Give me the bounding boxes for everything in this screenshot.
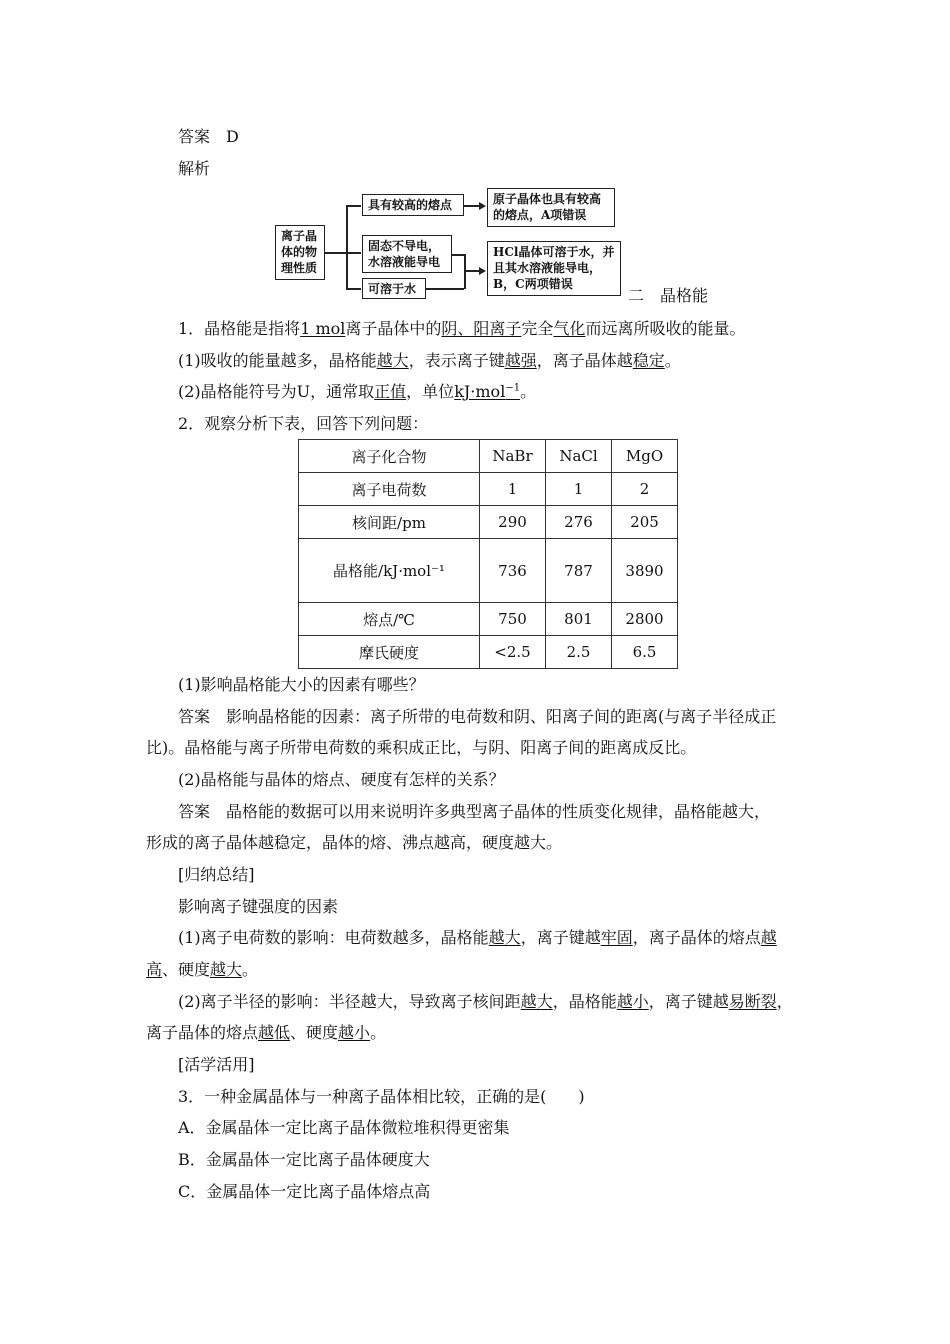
point-2: 2．观察分析下表，回答下列问题： (178, 414, 429, 433)
table-cell: 离子电荷数 (299, 473, 480, 506)
table-cell: 3890 (612, 539, 678, 603)
table-cell: 750 (480, 603, 546, 636)
analysis-label: 解析 (178, 159, 211, 178)
table-row (299, 539, 678, 603)
connector (346, 205, 361, 207)
table-header-row (299, 440, 678, 473)
summary-point-2-cont: 离子晶体的熔点越低、硬度越小。 (146, 1023, 387, 1042)
point-1-2: (2)晶格能符号为U，通常取正值，单位kJ·mol$^{-1}$。 (178, 382, 537, 401)
table-cell: 熔点/℃ (299, 603, 480, 636)
option-c[interactable]: C．金属晶体一定比离子晶体熔点高 (178, 1182, 431, 1201)
table-row (299, 506, 678, 539)
table-cell: 1 (480, 473, 546, 506)
table-cell: 205 (612, 506, 678, 539)
diagram-branch-melting: 具有较高的熔点 (362, 194, 464, 216)
section-heading: 二 晶格能 (628, 286, 709, 305)
table-header-cell: 离子化合物 (299, 440, 480, 473)
answer-1-line-1: 答案 影响晶格能的因素：离子所带的电荷数和阴、阳离子间的距离(与离子半径成正 (178, 707, 777, 726)
table-cell: 6.5 (612, 636, 678, 669)
table-header-cell: NaCl (546, 440, 612, 473)
connector (325, 252, 347, 254)
diagram-branch-conductivity: 固态不导电，水溶液能导电 (362, 235, 452, 273)
option-b[interactable]: B．金属晶体一定比离子晶体硬度大 (178, 1150, 430, 1169)
table-row (299, 603, 678, 636)
summary-point-1: (1)离子电荷数的影响：电荷数越多，晶格能越大，离子键越牢固，离子晶体的熔点越 (178, 928, 777, 947)
table-header-cell: MgO (612, 440, 678, 473)
arrow-line (464, 205, 479, 207)
lattice-energy-table (298, 439, 678, 669)
connector (452, 254, 464, 256)
connector (346, 205, 348, 289)
summary-point-1-cont: 高、硬度越大。 (146, 960, 259, 979)
table-cell: 736 (480, 539, 546, 603)
diagram-branch-solubility: 可溶于水 (362, 278, 426, 299)
summary-label: [归纳总结] (178, 865, 255, 884)
answer-2-line-2: 形成的离子晶体越稳定，晶体的熔、沸点越高，硬度越大。 (146, 833, 563, 852)
table-header-cell: NaBr (480, 440, 546, 473)
table-row (299, 473, 678, 506)
table-cell: 1 (546, 473, 612, 506)
table-cell: 核间距/pm (299, 506, 480, 539)
arrow-line (464, 270, 479, 272)
answer-value: D (226, 127, 239, 146)
connector (346, 252, 361, 254)
table-cell: 晶格能/kJ·mol⁻¹ (299, 539, 480, 603)
connector (464, 254, 466, 289)
table-cell: 276 (546, 506, 612, 539)
answer-line (178, 127, 239, 147)
arrow-right-icon (479, 267, 486, 275)
table-cell: 摩氏硬度 (299, 636, 480, 669)
table-cell: <2.5 (480, 636, 546, 669)
question-3: 3．一种金属晶体与一种离子晶体相比较，正确的是( ) (178, 1087, 585, 1106)
table-cell: 2.5 (546, 636, 612, 669)
question-2: (2)晶格能与晶体的熔点、硬度有怎样的关系？ (178, 770, 505, 789)
table-cell: 2800 (612, 603, 678, 636)
answer-label: 答案 (178, 127, 211, 146)
summary-point-2: (2)离子半径的影响：半径越大，导致离子核间距越大，晶格能越小，离子键越易断裂， (178, 992, 793, 1011)
table-row (299, 636, 678, 669)
summary-title: 影响离子键强度的因素 (178, 897, 339, 916)
table-cell: 787 (546, 539, 612, 603)
question-1: (1)影响晶格能大小的因素有哪些？ (178, 675, 425, 694)
connector (426, 288, 464, 290)
arrow-right-icon (479, 202, 486, 210)
option-a[interactable]: A．金属晶体一定比离子晶体微粒堆积得更密集 (178, 1118, 510, 1137)
point-1-1: (1)吸收的能量越多，晶格能越大，表示离子键越强，离子晶体越稳定。 (178, 351, 681, 370)
practice-label: [活学活用] (178, 1055, 255, 1074)
table-cell: 2 (612, 473, 678, 506)
table-cell: 801 (546, 603, 612, 636)
table-cell: 290 (480, 506, 546, 539)
diagram-result-a: 原子晶体也具有较高的熔点，A项错误 (487, 188, 615, 227)
connector (346, 288, 361, 290)
diagram-result-bc: HCl晶体可溶于水，并且其水溶液能导电，B，C两项错误 (487, 241, 621, 296)
answer-1-line-2: 比)。晶格能与离子所带电荷数的乘积成正比，与阴、阳离子间的距离成反比。 (146, 738, 697, 757)
answer-2-line-1: 答案 晶格能的数据可以用来说明许多典型离子晶体的性质变化规律，晶格能越大， (178, 802, 771, 821)
definition-line: 1．晶格能是指将1 mol离子晶体中的阴、阳离子完全气化而远离所吸收的能量。 (178, 319, 746, 338)
diagram-root: 离子晶体的物理性质 (275, 225, 325, 280)
